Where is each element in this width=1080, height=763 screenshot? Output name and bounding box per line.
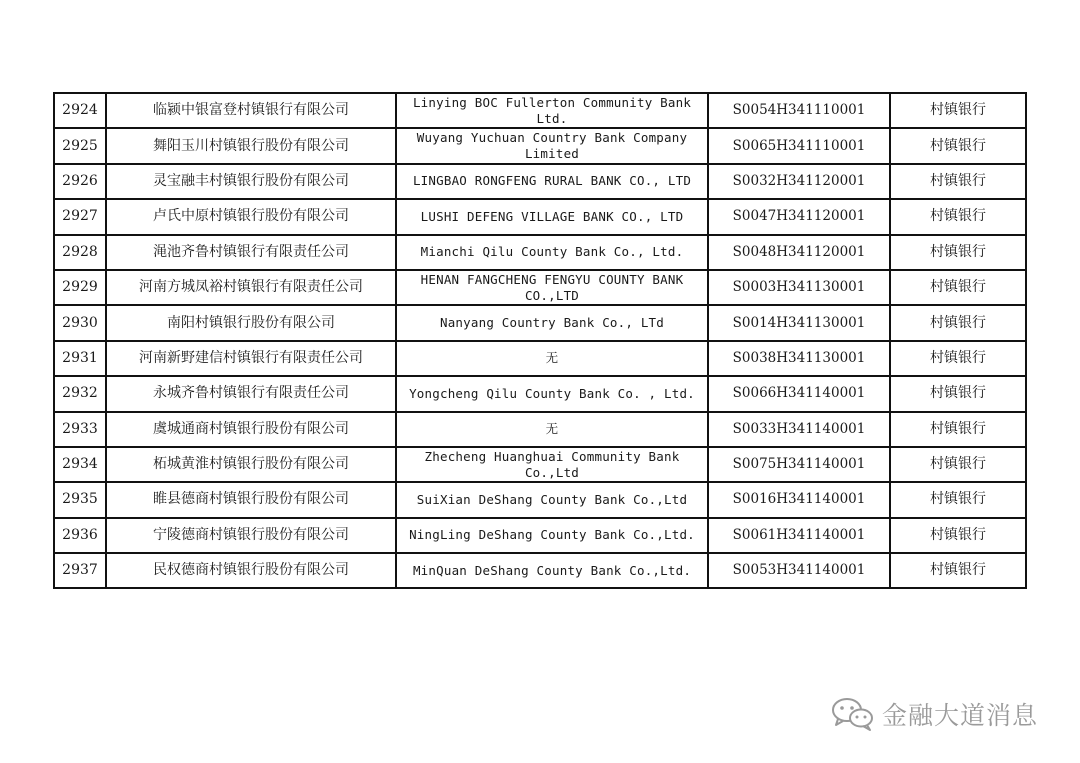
- license-code: S0014H341130001: [708, 305, 890, 340]
- table-row: [54, 235, 1026, 270]
- bank-name-english: LUSHI DEFENG VILLAGE BANK CO., LTD: [396, 199, 708, 234]
- license-code: S0061H341140001: [708, 518, 890, 553]
- bank-name-chinese: 临颍中银富登村镇银行有限公司: [106, 93, 396, 128]
- bank-name-chinese: 河南方城凤裕村镇银行有限责任公司: [106, 270, 396, 305]
- row-number: 2932: [54, 376, 106, 411]
- row-number: 2926: [54, 164, 106, 199]
- institution-type: 村镇银行: [890, 553, 1026, 588]
- row-number: 2931: [54, 341, 106, 376]
- table-row: [54, 199, 1026, 234]
- table-row: [54, 93, 1026, 128]
- table-row: [54, 518, 1026, 553]
- row-number: 2925: [54, 128, 106, 163]
- row-number: 2930: [54, 305, 106, 340]
- table-row: [54, 412, 1026, 447]
- bank-name-english: Mianchi Qilu County Bank Co., Ltd.: [396, 235, 708, 270]
- wechat-icon: [830, 696, 876, 732]
- bank-name-chinese: 舞阳玉川村镇银行股份有限公司: [106, 128, 396, 163]
- bank-name-english: Nanyang Country Bank Co., LTd: [396, 305, 708, 340]
- table-row: [54, 164, 1026, 199]
- bank-name-english: HENAN FANGCHENG FENGYU COUNTY BANK CO.,LTD: [396, 270, 708, 305]
- institution-type: 村镇银行: [890, 341, 1026, 376]
- license-code: S0032H341120001: [708, 164, 890, 199]
- institution-type: 村镇银行: [890, 376, 1026, 411]
- bank-name-english: MinQuan DeShang County Bank Co.,Ltd.: [396, 553, 708, 588]
- table-row: [54, 376, 1026, 411]
- institution-type: 村镇银行: [890, 128, 1026, 163]
- bank-name-english: LINGBAO RONGFENG RURAL BANK CO., LTD: [396, 164, 708, 199]
- row-number: 2928: [54, 235, 106, 270]
- row-number: 2935: [54, 482, 106, 517]
- table-row: [54, 305, 1026, 340]
- institution-type: 村镇银行: [890, 412, 1026, 447]
- institution-type: 村镇银行: [890, 235, 1026, 270]
- table-row: [54, 128, 1026, 163]
- bank-name-chinese: 民权德商村镇银行股份有限公司: [106, 553, 396, 588]
- row-number: 2937: [54, 553, 106, 588]
- institution-type: 村镇银行: [890, 93, 1026, 128]
- bank-name-chinese: 永城齐鲁村镇银行有限责任公司: [106, 376, 396, 411]
- bank-name-english: Yongcheng Qilu County Bank Co. , Ltd.: [396, 376, 708, 411]
- watermark: [830, 696, 1038, 732]
- row-number: 2929: [54, 270, 106, 305]
- row-number: 2933: [54, 412, 106, 447]
- bank-name-english: 无: [396, 412, 708, 447]
- bank-name-chinese: 卢氏中原村镇银行股份有限公司: [106, 199, 396, 234]
- row-number: 2924: [54, 93, 106, 128]
- license-code: S0066H341140001: [708, 376, 890, 411]
- table-row: [54, 553, 1026, 588]
- table-row: [54, 341, 1026, 376]
- institution-type: 村镇银行: [890, 482, 1026, 517]
- bank-name-chinese: 南阳村镇银行股份有限公司: [106, 305, 396, 340]
- license-code: S0003H341130001: [708, 270, 890, 305]
- bank-name-chinese: 河南新野建信村镇银行有限责任公司: [106, 341, 396, 376]
- bank-name-english: NingLing DeShang County Bank Co.,Ltd.: [396, 518, 708, 553]
- institution-type: 村镇银行: [890, 447, 1026, 482]
- bank-name-chinese: 虞城通商村镇银行股份有限公司: [106, 412, 396, 447]
- license-code: S0038H341130001: [708, 341, 890, 376]
- bank-name-english: SuiXian DeShang County Bank Co.,Ltd: [396, 482, 708, 517]
- row-number: 2934: [54, 447, 106, 482]
- bank-name-english: Wuyang Yuchuan Country Bank Company Limited: [396, 128, 708, 163]
- watermark-text: 金融大道消息: [882, 701, 1039, 730]
- license-code: S0047H341120001: [708, 199, 890, 234]
- bank-name-chinese: 灵宝融丰村镇银行股份有限公司: [106, 164, 396, 199]
- license-code: S0075H341140001: [708, 447, 890, 482]
- bank-name-chinese: 柘城黄淮村镇银行股份有限公司: [106, 447, 396, 482]
- license-code: S0053H341140001: [708, 553, 890, 588]
- table-row: [54, 447, 1026, 482]
- institution-type: 村镇银行: [890, 164, 1026, 199]
- row-number: 2936: [54, 518, 106, 553]
- bank-name-english: 无: [396, 341, 708, 376]
- institution-type: 村镇银行: [890, 305, 1026, 340]
- row-number: 2927: [54, 199, 106, 234]
- institution-type: 村镇银行: [890, 270, 1026, 305]
- license-code: S0065H341110001: [708, 128, 890, 163]
- bank-name-english: Zhecheng Huanghuai Community Bank Co.,Ltd: [396, 447, 708, 482]
- table-row: [54, 482, 1026, 517]
- bank-name-chinese: 渑池齐鲁村镇银行有限责任公司: [106, 235, 396, 270]
- license-code: S0054H341110001: [708, 93, 890, 128]
- table-body: [54, 93, 1026, 588]
- bank-name-english: Linying BOC Fullerton Community Bank Ltd.: [396, 93, 708, 128]
- institution-type: 村镇银行: [890, 518, 1026, 553]
- bank-name-chinese: 睢县德商村镇银行股份有限公司: [106, 482, 396, 517]
- bank-name-chinese: 宁陵德商村镇银行股份有限公司: [106, 518, 396, 553]
- institution-type: 村镇银行: [890, 199, 1026, 234]
- table-row: [54, 270, 1026, 305]
- license-code: S0048H341120001: [708, 235, 890, 270]
- license-code: S0033H341140001: [708, 412, 890, 447]
- license-code: S0016H341140001: [708, 482, 890, 517]
- bank-list-table: [53, 92, 1027, 589]
